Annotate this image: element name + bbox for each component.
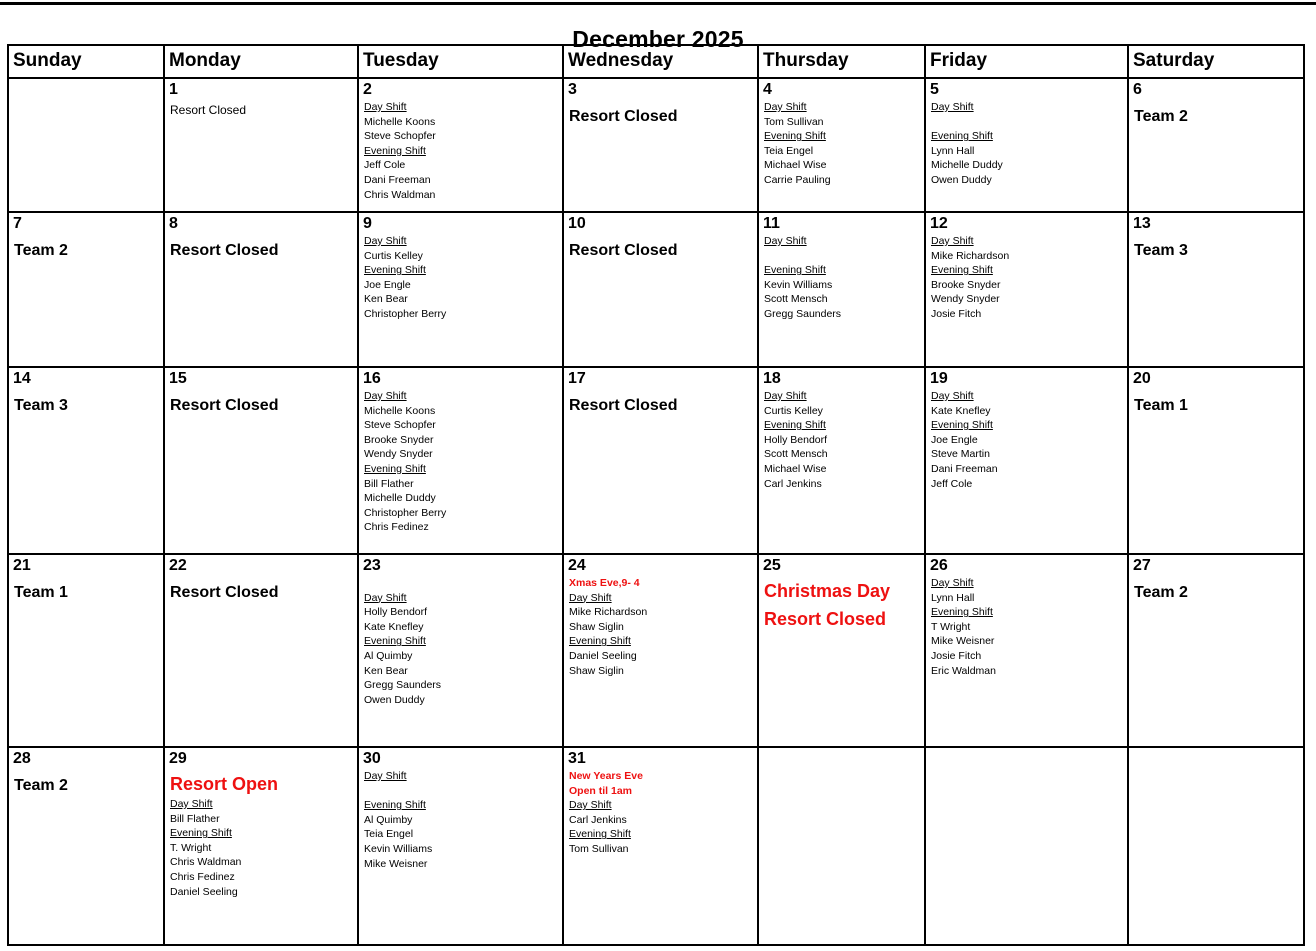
staff-name: Mike Richardson bbox=[569, 606, 648, 619]
staff-name: Christopher Berry bbox=[364, 307, 447, 320]
staff-name: Brooke Snyder bbox=[364, 433, 434, 446]
day-number: 10 bbox=[568, 215, 586, 232]
shift-label: Evening Shift bbox=[764, 130, 826, 143]
staff-name: Chris Waldman bbox=[170, 856, 242, 869]
shift-label: Evening Shift bbox=[569, 635, 631, 648]
day-cell-8 bbox=[164, 212, 358, 367]
day-cell-16 bbox=[358, 367, 563, 554]
staff-name: Michael Wise bbox=[764, 159, 827, 172]
staff-name: Michelle Duddy bbox=[364, 492, 436, 505]
day-number: 8 bbox=[169, 215, 178, 232]
shift-label: Evening Shift bbox=[931, 264, 993, 277]
team-label: Team 2 bbox=[14, 777, 68, 794]
day-number: 23 bbox=[363, 557, 381, 574]
day-cell-17 bbox=[563, 367, 758, 554]
day-number: 15 bbox=[169, 370, 187, 387]
day-number: 20 bbox=[1133, 370, 1151, 387]
day-cell-4 bbox=[758, 78, 925, 212]
staff-name: Wendy Snyder bbox=[931, 293, 1000, 306]
staff-name: Scott Mensch bbox=[764, 293, 828, 306]
day-cell-21 bbox=[8, 554, 164, 747]
staff-name: Joe Engle bbox=[364, 278, 411, 291]
staff-name: Shaw Siglin bbox=[569, 620, 624, 633]
blank-line bbox=[759, 249, 922, 264]
day-cell-26 bbox=[925, 554, 1128, 747]
day-cell-9 bbox=[358, 212, 563, 367]
day-cell-31 bbox=[563, 747, 758, 945]
resort-closed-label: Resort Closed bbox=[170, 397, 279, 414]
day-cell-10 bbox=[563, 212, 758, 367]
shift-label: Evening Shift bbox=[931, 606, 993, 619]
empty-day-cell bbox=[1128, 747, 1304, 945]
shift-label: Day Shift bbox=[764, 235, 807, 247]
holiday-label: Resort Open bbox=[170, 774, 279, 794]
staff-name: Wendy Snyder bbox=[364, 448, 433, 461]
staff-name: Shaw Siglin bbox=[569, 664, 624, 677]
shift-label: Evening Shift bbox=[764, 419, 826, 432]
staff-name: Josie Fitch bbox=[931, 649, 982, 662]
day-cell-30 bbox=[358, 747, 563, 945]
team-label: Team 1 bbox=[14, 584, 68, 601]
staff-name: Carl Jenkins bbox=[569, 813, 627, 826]
day-number: 6 bbox=[1133, 81, 1142, 98]
shift-label: Day Shift bbox=[764, 101, 807, 113]
shift-label: Evening Shift bbox=[364, 144, 426, 157]
resort-closed-label: Resort Closed bbox=[170, 242, 279, 259]
staff-name: Scott Mensch bbox=[764, 448, 828, 461]
day-cell-27 bbox=[1128, 554, 1304, 747]
day-number: 2 bbox=[363, 81, 372, 98]
shift-label: Day Shift bbox=[364, 390, 407, 402]
staff-name: Al Quimby bbox=[364, 813, 413, 826]
shift-label: Evening Shift bbox=[364, 462, 426, 475]
shift-label: Evening Shift bbox=[931, 130, 993, 143]
team-label: Team 2 bbox=[14, 242, 68, 259]
staff-name: Michelle Duddy bbox=[931, 159, 1003, 172]
day-cell-7 bbox=[8, 212, 164, 367]
staff-name: T Wright bbox=[931, 620, 971, 633]
day-cell-5 bbox=[925, 78, 1128, 212]
calendar-title: December 2025 bbox=[572, 26, 744, 53]
staff-name: Lynn Hall bbox=[931, 144, 975, 157]
shift-label: Evening Shift bbox=[170, 827, 232, 840]
day-number: 1 bbox=[169, 81, 178, 98]
holiday-note: New Years Eve bbox=[569, 770, 643, 782]
staff-name: Jeff Cole bbox=[364, 159, 406, 172]
staff-name: Mike Weisner bbox=[931, 635, 995, 648]
staff-name: Steve Martin bbox=[931, 448, 990, 461]
staff-name: Gregg Saunders bbox=[364, 679, 442, 692]
shift-label: Evening Shift bbox=[931, 419, 993, 432]
shift-label: Evening Shift bbox=[364, 799, 426, 812]
staff-name: Steve Schopfer bbox=[364, 130, 436, 143]
staff-name: Daniel Seeling bbox=[569, 649, 637, 662]
staff-name: Holly Bendorf bbox=[364, 606, 428, 619]
shift-label: Day Shift bbox=[364, 101, 407, 113]
holiday-note: Open til 1am bbox=[569, 784, 633, 797]
staff-name: Ken Bear bbox=[364, 293, 408, 306]
weekday-header-saturday: Saturday bbox=[1128, 45, 1304, 78]
shift-label: Day Shift bbox=[364, 770, 407, 782]
staff-name: Bill Flather bbox=[170, 812, 220, 825]
holiday-note: Xmas Eve,9- 4 bbox=[569, 577, 640, 589]
day-number: 24 bbox=[568, 557, 586, 574]
day-cell-13 bbox=[1128, 212, 1304, 367]
holiday-label: Resort Closed bbox=[764, 609, 887, 629]
day-number: 17 bbox=[568, 370, 586, 387]
staff-name: Josie Fitch bbox=[931, 307, 982, 320]
staff-name: Christopher Berry bbox=[364, 506, 447, 519]
staff-name: Joe Engle bbox=[931, 433, 978, 446]
resort-closed-label: Resort Closed bbox=[569, 108, 678, 125]
shift-label: Day Shift bbox=[931, 390, 974, 402]
day-cell-3 bbox=[563, 78, 758, 212]
weekday-header-monday: Monday bbox=[164, 45, 358, 78]
day-number: 22 bbox=[169, 557, 187, 574]
day-cell-15 bbox=[164, 367, 358, 554]
top-divider bbox=[0, 2, 1316, 5]
staff-name: Owen Duddy bbox=[364, 693, 425, 706]
staff-name: Eric Waldman bbox=[931, 664, 996, 677]
week-row-4 bbox=[8, 554, 1304, 747]
shift-label: Day Shift bbox=[170, 798, 213, 810]
calendar-table bbox=[7, 44, 1305, 946]
staff-name: Holly Bendorf bbox=[764, 433, 828, 446]
staff-name: T. Wright bbox=[170, 841, 212, 854]
weekday-header-wednesday: Wednesday bbox=[563, 45, 758, 78]
day-number: 3 bbox=[568, 81, 577, 98]
day-number: 7 bbox=[13, 215, 22, 232]
staff-name: Dani Freeman bbox=[931, 462, 998, 475]
staff-name: Lynn Hall bbox=[931, 591, 975, 604]
staff-name: Curtis Kelley bbox=[764, 404, 823, 417]
staff-name: Carl Jenkins bbox=[764, 477, 822, 490]
team-label: Team 3 bbox=[14, 397, 68, 414]
resort-closed-label: Resort Closed bbox=[569, 397, 678, 414]
team-label: Team 2 bbox=[1134, 108, 1188, 125]
day-cell-12 bbox=[925, 212, 1128, 367]
staff-name: Mike Weisner bbox=[364, 857, 428, 870]
staff-name: Kate Knefley bbox=[931, 404, 991, 417]
resort-closed-label: Resort Closed bbox=[569, 242, 678, 259]
day-cell-23 bbox=[358, 554, 563, 747]
shift-label: Day Shift bbox=[931, 101, 974, 113]
team-label: Team 1 bbox=[1134, 397, 1188, 414]
day-number: 30 bbox=[363, 750, 381, 767]
weekday-header-row bbox=[8, 45, 1304, 78]
shift-label: Evening Shift bbox=[364, 264, 426, 277]
day-cell-2 bbox=[358, 78, 563, 212]
staff-name: Teia Engel bbox=[764, 144, 814, 157]
weekday-header-thursday: Thursday bbox=[758, 45, 925, 78]
staff-name: Dani Freeman bbox=[364, 173, 431, 186]
day-cell-14 bbox=[8, 367, 164, 554]
staff-name: Kevin Williams bbox=[364, 842, 433, 855]
empty-day-cell bbox=[925, 747, 1128, 945]
staff-name: Kate Knefley bbox=[364, 620, 424, 633]
staff-name: Michelle Koons bbox=[364, 404, 436, 417]
day-cell-22 bbox=[164, 554, 358, 747]
weekday-header-tuesday: Tuesday bbox=[358, 45, 563, 78]
staff-name: Gregg Saunders bbox=[764, 307, 842, 320]
day-number: 26 bbox=[930, 557, 948, 574]
team-label: Team 2 bbox=[1134, 584, 1188, 601]
empty-day-cell bbox=[8, 78, 164, 212]
blank-line bbox=[359, 576, 560, 591]
day-number: 27 bbox=[1133, 557, 1151, 574]
day-number: 28 bbox=[13, 750, 31, 767]
staff-name: Carrie Pauling bbox=[764, 173, 831, 186]
shift-label: Day Shift bbox=[764, 390, 807, 402]
staff-name: Jeff Cole bbox=[931, 477, 973, 490]
day-number: 11 bbox=[763, 215, 780, 232]
shift-label: Evening Shift bbox=[764, 264, 826, 277]
resort-closed-label: Resort Closed bbox=[170, 584, 279, 601]
staff-name: Daniel Seeling bbox=[170, 885, 238, 898]
staff-name: Curtis Kelley bbox=[364, 249, 423, 262]
staff-name: Steve Schopfer bbox=[364, 419, 436, 432]
shift-label: Day Shift bbox=[569, 799, 612, 812]
staff-name: Teia Engel bbox=[364, 828, 414, 841]
day-number: 5 bbox=[930, 81, 939, 98]
day-number: 4 bbox=[763, 81, 772, 98]
day-number: 16 bbox=[363, 370, 381, 387]
day-number: 21 bbox=[13, 557, 31, 574]
staff-name: Michael Wise bbox=[764, 462, 827, 475]
day-number: 29 bbox=[169, 750, 187, 767]
week-row-2 bbox=[8, 212, 1304, 367]
blank-line bbox=[926, 115, 1125, 130]
shift-label: Day Shift bbox=[931, 235, 974, 247]
day-number: 18 bbox=[763, 370, 781, 387]
staff-name: Owen Duddy bbox=[931, 173, 992, 186]
week-row-1 bbox=[8, 78, 1304, 212]
staff-name: Kevin Williams bbox=[764, 278, 833, 291]
day-number: 31 bbox=[568, 750, 586, 767]
staff-name: Tom Sullivan bbox=[569, 842, 629, 855]
day-number: 13 bbox=[1133, 215, 1151, 232]
staff-name: Mike Richardson bbox=[931, 249, 1010, 262]
day-number: 14 bbox=[13, 370, 31, 387]
staff-name: Chris Waldman bbox=[364, 188, 436, 201]
day-cell-29 bbox=[164, 747, 358, 945]
day-cell-20 bbox=[1128, 367, 1304, 554]
day-number: 25 bbox=[763, 557, 781, 574]
staff-name: Brooke Snyder bbox=[931, 278, 1001, 291]
day-cell-24 bbox=[563, 554, 758, 747]
staff-name: Chris Fedinez bbox=[170, 870, 235, 883]
blank-line bbox=[359, 784, 560, 799]
week-row-3 bbox=[8, 367, 1304, 554]
empty-day-cell bbox=[758, 747, 925, 945]
team-label: Team 3 bbox=[1134, 242, 1188, 259]
calendar-body bbox=[8, 78, 1304, 945]
staff-name: Bill Flather bbox=[364, 477, 414, 490]
staff-name: Tom Sullivan bbox=[764, 115, 824, 128]
day-number: 9 bbox=[363, 215, 372, 232]
staff-name: Chris Fedinez bbox=[364, 521, 429, 534]
day-cell-11 bbox=[758, 212, 925, 367]
holiday-label: Christmas Day bbox=[764, 581, 891, 601]
staff-name: Al Quimby bbox=[364, 649, 413, 662]
day-cell-25 bbox=[758, 554, 925, 747]
note-text: Resort Closed bbox=[170, 103, 247, 117]
shift-label: Evening Shift bbox=[569, 828, 631, 841]
shift-label: Evening Shift bbox=[364, 635, 426, 648]
day-number: 12 bbox=[930, 215, 948, 232]
day-cell-19 bbox=[925, 367, 1128, 554]
day-number: 19 bbox=[930, 370, 948, 387]
day-cell-18 bbox=[758, 367, 925, 554]
shift-label: Day Shift bbox=[364, 235, 407, 247]
staff-name: Michelle Koons bbox=[364, 115, 436, 128]
shift-label: Day Shift bbox=[364, 591, 407, 604]
week-row-5 bbox=[8, 747, 1304, 945]
day-cell-6 bbox=[1128, 78, 1304, 212]
weekday-header-friday: Friday bbox=[925, 45, 1128, 78]
staff-name: Ken Bear bbox=[364, 664, 408, 677]
day-cell-28 bbox=[8, 747, 164, 945]
day-cell-1 bbox=[164, 78, 358, 212]
shift-label: Day Shift bbox=[569, 591, 612, 604]
weekday-header-sunday: Sunday bbox=[8, 45, 164, 78]
shift-label: Day Shift bbox=[931, 577, 974, 589]
